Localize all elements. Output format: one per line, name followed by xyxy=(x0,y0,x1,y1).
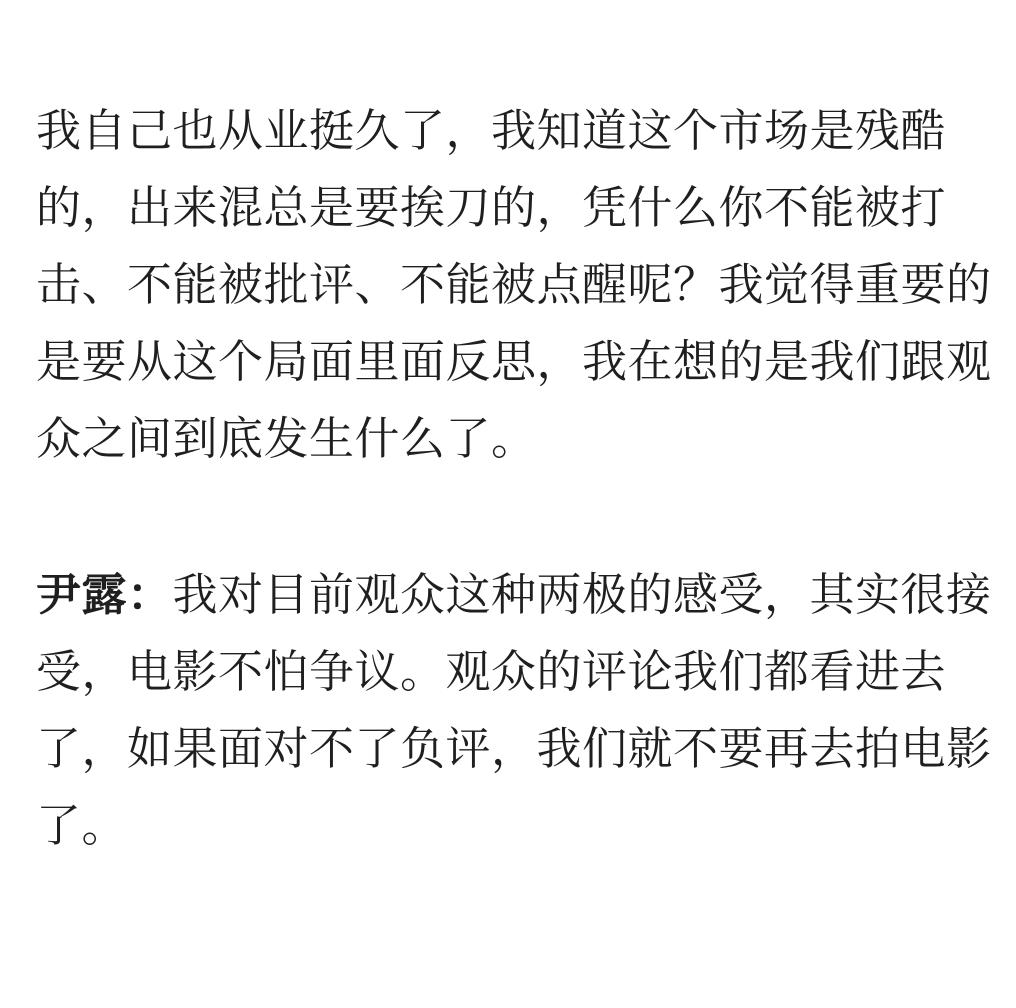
text-line: 受，电影不怕争议。观众的评论我们都看进去 xyxy=(36,645,947,698)
text-line: 击、不能被批评、不能被点醒呢？我觉得重要的 xyxy=(36,258,992,311)
text-line: 的，出来混总是要挨刀的，凭什么你不能被打 xyxy=(36,181,947,234)
speaker-label: 尹露： xyxy=(36,568,173,621)
text-line: 我自己也从业挺久了，我知道这个市场是残酷 xyxy=(36,104,947,157)
paragraph-1 xyxy=(36,92,996,477)
article-body xyxy=(36,92,996,864)
text-line: 了。 xyxy=(36,799,128,852)
paragraph-2 xyxy=(36,556,996,864)
text-line: 众之间到底发生什么了。 xyxy=(36,412,537,465)
text-line xyxy=(36,556,996,633)
speaker-text: 我对目前观众这种两极的感受，其实很接 xyxy=(172,568,992,621)
text-line: 了，如果面对不了负评，我们就不要再去拍电影 xyxy=(36,722,992,775)
text-line: 是要从这个局面里面反思，我在想的是我们跟观 xyxy=(36,335,992,388)
